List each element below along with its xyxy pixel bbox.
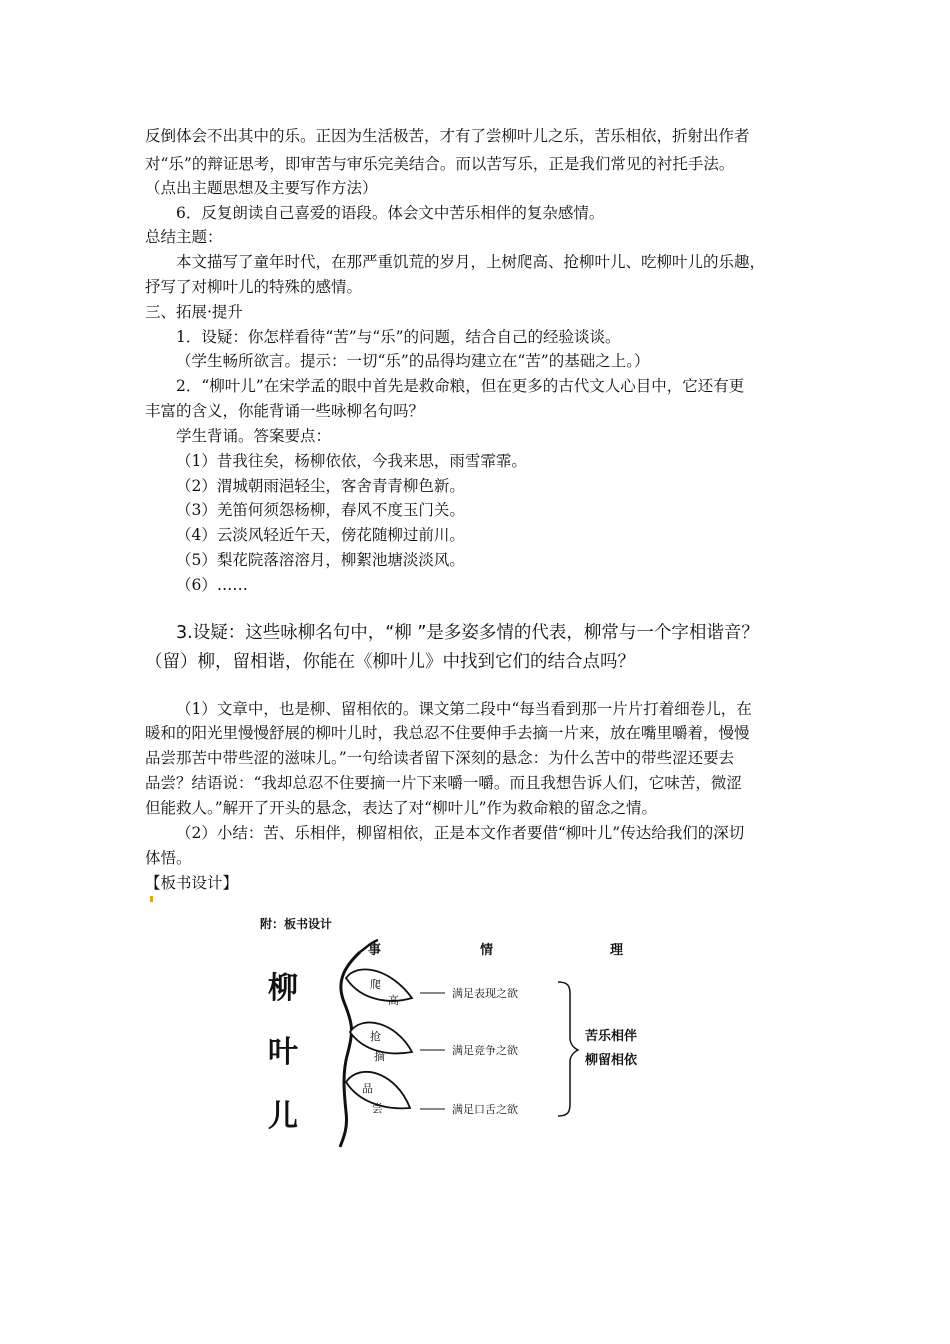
- para-6: 本文描写了童年时代，在那严重饥荒的岁月，上树爬高、抢柳叶儿、吃柳叶儿的乐趣，: [176, 253, 766, 271]
- question-3-line-1: 3.设疑：这些咏柳名句中，“柳 ”是多姿多情的代表，柳常与一个字相谐音？: [176, 623, 759, 643]
- leaf-3-char-2: 尝: [372, 1102, 383, 1115]
- para-5: 总结主题：: [145, 228, 223, 246]
- poem-3: （3）羌笛何须怨杨柳，春风不度玉门关。: [176, 501, 465, 519]
- conclusion-line-2: 柳留相依: [585, 1053, 638, 1068]
- para-7: 抒写了对柳叶儿的特殊的感情。: [145, 278, 363, 296]
- board-title-char-2: 叶: [268, 1035, 298, 1070]
- poem-1: （1）昔我往矣，杨柳依依，今我来思，雨雪霏霏。: [176, 452, 527, 470]
- leaf-2-char-2: 摘: [374, 1050, 385, 1063]
- para-4: 6．反复朗读自己喜爱的语段。体会文中苦乐相伴的复杂感情。: [176, 204, 605, 222]
- answer-7: 体悟。: [145, 849, 192, 867]
- leaf-2-note: 满足竞争之欲: [452, 1044, 518, 1057]
- cursor-mark: [150, 896, 153, 902]
- para-9: 1．设疑：你怎样看待“苦”与“乐”的问题，结合自己的经验谈谈。: [176, 328, 621, 346]
- leaf-1-note: 满足表现之欲: [452, 987, 518, 1000]
- answer-2: 暖和的阳光里慢慢舒展的柳叶儿时，我总忍不住要伸手去摘一片来，放在嘴里嚼着，慢慢: [145, 724, 750, 742]
- answer-4: 品尝？结语说：“我却总忍不住要摘一片下来嚼一嚼。而且我想告诉人们，它味苦，微涩: [145, 774, 742, 792]
- blackboard-design-diagram: [240, 912, 680, 1152]
- board-title-char-1: 柳: [268, 971, 298, 1006]
- answer-5: 但能救人。”解开了开头的悬念，表达了对“柳叶儿”作为救命粮的留念之情。: [145, 799, 658, 817]
- para-13: 学生背诵。答案要点：: [176, 427, 332, 445]
- answer-1: （1）文章中，也是柳、留相依的。课文第二段中“每当看到那一片片打着细卷儿，在: [176, 700, 752, 718]
- answer-6: （2）小结：苦、乐相伴，柳留相依，正是本文作者要借“柳叶儿”传达给我们的深切: [176, 824, 745, 842]
- poem-2: （2）渭城朝雨浥轻尘，客舍青青柳色新。: [176, 477, 465, 495]
- board-title-char-3: 儿: [268, 1099, 298, 1134]
- board-caption: 附：板书设计: [260, 917, 333, 931]
- question-3-line-2: （留）柳，留相谐，你能在《柳叶儿》中找到它们的结合点吗？: [145, 652, 635, 672]
- leaf-2: [350, 1022, 412, 1053]
- leaf-2-char-1: 抢: [370, 1030, 381, 1043]
- board-header-li: 理: [610, 943, 624, 958]
- board-header-shi: 事: [368, 943, 382, 958]
- para-1: 反倒体会不出其中的乐。正因为生活极苦，才有了尝柳叶儿之乐，苦乐相依，折射出作者: [145, 127, 750, 145]
- poem-5: （5）梨花院落溶溶月，柳絮池塘淡淡风。: [176, 551, 465, 569]
- leaf-1-char-1: 爬: [370, 978, 381, 991]
- answer-3: 品尝那苦中带些涩的滋味儿。”一句给读者留下深刻的悬念：为什么苦中的带些涩还要去: [145, 749, 735, 767]
- leaf-3-char-1: 品: [362, 1082, 373, 1095]
- conclusion-line-1: 苦乐相伴: [585, 1029, 638, 1044]
- para-2: 对“乐”的辩证思考，即审苦与审乐完美结合。而以苦写乐，正是我们常见的衬托手法。: [145, 155, 735, 173]
- poem-6: （6）……: [176, 576, 248, 594]
- para-11: 2．“柳叶儿”在宋学孟的眼中首先是救命粮，但在更多的古代文人心目中，它还有更: [176, 377, 745, 395]
- para-10: （学生畅所欲言。提示：一切“乐”的品得均建立在“苦”的基础之上。）: [176, 352, 650, 370]
- board-design-label: 【板书设计】: [145, 874, 239, 892]
- para-3: （点出主题思想及主要写作方法）: [145, 179, 378, 197]
- curly-brace: [558, 982, 578, 1116]
- leaf-1-char-2: 高: [388, 994, 399, 1007]
- para-12: 丰富的含义，你能背诵一些咏柳名句吗？: [145, 402, 425, 420]
- board-header-qing: 情: [480, 943, 494, 958]
- leaf-3-note: 满足口舌之欲: [452, 1103, 518, 1116]
- section-heading: 三、拓展·提升: [145, 303, 243, 321]
- poem-4: （4）云淡风轻近午天，傍花随柳过前川。: [176, 526, 465, 544]
